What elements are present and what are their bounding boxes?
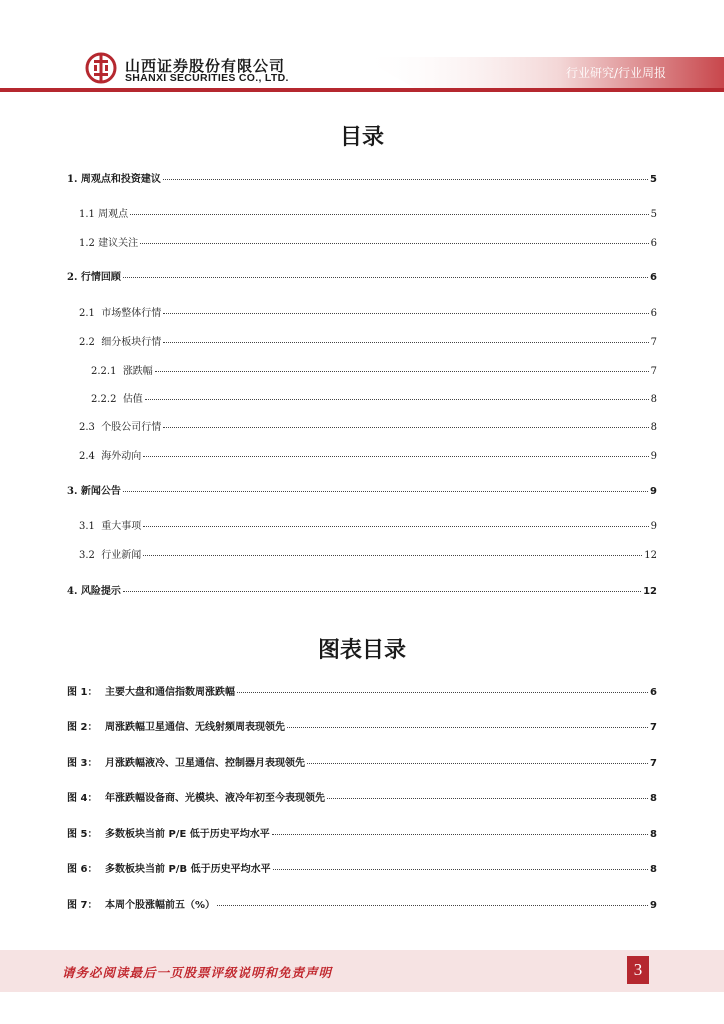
toc-entry-number: 1.2 (79, 238, 99, 249)
toc-entry-number: 2. (67, 272, 81, 283)
toc-entry-page: 12 (643, 586, 657, 597)
toc-entry-number: 3. (67, 486, 81, 497)
toc-leader-dots (163, 427, 648, 428)
toc-entry-text: 估值 (122, 394, 143, 405)
toc-entry-text: 风险提示 (80, 586, 121, 597)
toc-entry-text: 涨跌幅 (122, 366, 153, 377)
figure-text: 多数板块当前 P/B 低于历史平均水平 (105, 864, 271, 875)
header-rule (0, 88, 724, 92)
figure-label: 图 2： (67, 722, 98, 733)
toc-entry-text: 周观点和投资建议 (80, 174, 161, 185)
toc-title: 目录 (339, 125, 384, 150)
figure-text: 周涨跌幅卫星通信、无线射频周表现领先 (105, 722, 285, 733)
figure-page: 7 (650, 722, 657, 733)
toc-entry-page: 9 (650, 521, 657, 532)
toc-entry-number: 1.1 (79, 209, 99, 220)
figure-entry[interactable] (67, 754, 657, 769)
toc-entry[interactable] (79, 304, 657, 319)
toc-entry-page: 9 (650, 486, 657, 497)
figure-text: 多数板块当前 P/E 低于历史平均水平 (105, 829, 270, 840)
figure-text: 月涨跌幅液冷、卫星通信、控制器月表现领先 (105, 758, 305, 769)
figure-leader-dots (273, 869, 648, 870)
toc-entry-text: 建议关注 (98, 238, 139, 249)
toc-entry-number: 2.4 (79, 451, 102, 462)
toc-entry-number: 3.1 (79, 521, 102, 532)
figure-leader-dots (287, 727, 648, 728)
figure-entry[interactable] (67, 825, 657, 840)
toc-entry-page: 8 (650, 394, 657, 405)
figure-text: 主要大盘和通信指数周涨跌幅 (105, 687, 235, 698)
toc-entry-page: 6 (650, 238, 657, 249)
toc-entry[interactable] (79, 447, 657, 462)
company-name-cn: 山西证券股份有限公司 (125, 57, 286, 75)
toc-entry-page: 8 (650, 422, 657, 433)
toc-entry-number: 3.2 (79, 550, 102, 561)
toc-entry[interactable] (67, 170, 657, 185)
toc-entry-text: 细分板块行情 (101, 337, 162, 348)
toc-entry[interactable] (91, 390, 657, 405)
toc-entry[interactable] (79, 333, 657, 348)
toc-entry[interactable] (79, 418, 657, 433)
toc-leader-dots (140, 243, 649, 244)
page-header (0, 0, 724, 96)
figure-label: 图 6： (67, 864, 98, 875)
toc-entry-page: 6 (650, 272, 657, 283)
toc-entry-text: 海外动向 (101, 451, 142, 462)
toc-entry-text: 行情回顾 (80, 272, 121, 283)
toc-entry[interactable] (79, 517, 657, 532)
company-name-en: SHANXI SECURITIES CO., LTD. (125, 72, 289, 84)
figure-entry[interactable] (67, 683, 657, 698)
figure-entry[interactable] (67, 860, 657, 875)
toc-entry[interactable] (67, 268, 657, 283)
toc-entry-number: 2.2.2 (91, 394, 123, 405)
figure-page: 8 (650, 793, 657, 804)
figure-leader-dots (237, 692, 648, 693)
figure-label: 图 5： (67, 829, 98, 840)
figure-label: 图 3： (67, 758, 98, 769)
figure-list-title: 图表目录 (317, 638, 406, 663)
toc-entry-number: 2.1 (79, 308, 102, 319)
figure-page: 9 (650, 900, 657, 911)
toc-entry-page: 9 (650, 451, 657, 462)
toc-entry-text: 行业新闻 (101, 550, 142, 561)
figure-page: 8 (650, 864, 657, 875)
toc-leader-dots (163, 342, 648, 343)
figure-label: 图 7： (67, 900, 98, 911)
figure-entry[interactable] (67, 896, 657, 911)
toc-entry[interactable] (67, 482, 657, 497)
toc-entry[interactable] (79, 546, 657, 561)
toc-entry-number: 2.2.1 (91, 366, 123, 377)
figure-label: 图 4： (67, 793, 98, 804)
toc-leader-dots (163, 179, 648, 180)
report-type-label: 行业研究/行业周报 (565, 66, 666, 80)
toc-entry-number: 2.2 (79, 337, 102, 348)
toc-leader-dots (130, 214, 649, 215)
figure-text: 年涨跌幅设备商、光模块、液冷年初至今表现领先 (105, 793, 325, 804)
toc-leader-dots (123, 277, 648, 278)
toc-entry-page: 6 (650, 308, 657, 319)
toc-leader-dots (123, 591, 641, 592)
toc-entry[interactable] (91, 362, 657, 377)
figure-text: 本周个股涨幅前五（%） (105, 900, 216, 911)
toc-entry-page: 7 (650, 337, 657, 348)
toc-leader-dots (145, 399, 649, 400)
toc-leader-dots (143, 526, 648, 527)
toc-entry-number: 1. (67, 174, 81, 185)
toc-leader-dots (155, 371, 649, 372)
toc-entry-page: 5 (650, 174, 657, 185)
toc-entry-number: 4. (67, 586, 81, 597)
toc-leader-dots (123, 491, 648, 492)
figure-page: 7 (650, 758, 657, 769)
toc-entry-text: 市场整体行情 (101, 308, 162, 319)
toc-entry-page: 12 (644, 550, 657, 561)
figure-leader-dots (272, 834, 648, 835)
figure-leader-dots (307, 763, 648, 764)
toc-entry-number: 2.3 (79, 422, 102, 433)
toc-leader-dots (143, 555, 642, 556)
toc-entry-page: 5 (650, 209, 657, 220)
toc-leader-dots (143, 456, 648, 457)
page-number: 3 (627, 956, 649, 984)
figure-leader-dots (327, 798, 648, 799)
toc-entry-text: 周观点 (98, 209, 129, 220)
toc-entry-text: 新闻公告 (80, 486, 121, 497)
disclaimer-text: 请务必阅读最后一页股票评级说明和免责声明 (62, 965, 333, 980)
toc-entry-text: 重大事项 (101, 521, 142, 532)
toc-entry[interactable] (67, 582, 657, 597)
figure-label: 图 1： (67, 687, 98, 698)
toc-entry[interactable] (79, 205, 657, 220)
figure-entry[interactable] (67, 718, 657, 733)
figure-page: 8 (650, 829, 657, 840)
figure-leader-dots (217, 905, 648, 906)
toc-entry-text: 个股公司行情 (101, 422, 162, 433)
shanxi-securities-logo-icon (85, 51, 117, 85)
figure-entry[interactable] (67, 789, 657, 804)
toc-entry[interactable] (79, 234, 657, 249)
figure-page: 6 (650, 687, 657, 698)
toc-leader-dots (163, 313, 648, 314)
toc-entry-page: 7 (650, 366, 657, 377)
